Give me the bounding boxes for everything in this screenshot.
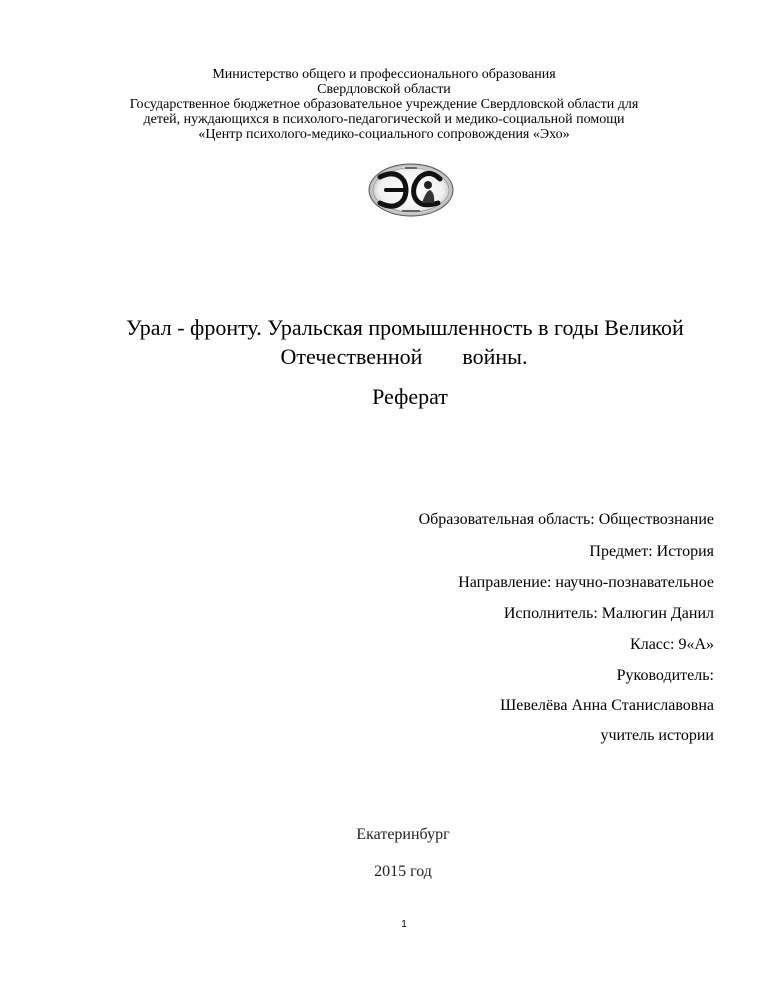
info-subject: Предмет: История	[589, 543, 714, 560]
document-type: Реферат	[372, 384, 448, 409]
organization-header	[0, 67, 768, 142]
info-author: Исполнитель: Малюгин Данил	[503, 605, 714, 622]
info-grade: Класс: 9«А»	[630, 636, 714, 653]
logo-graphic	[368, 163, 454, 217]
info-supervisor-name: Шевелёва Анна Станиславовна	[500, 697, 714, 714]
info-supervisor-role: учитель истории	[600, 727, 714, 744]
header-line-institution: Государственное бюджетное образовательное учреждение Свердловской области для	[129, 97, 639, 112]
echo-center-logo-icon	[368, 163, 454, 217]
header-line-center: «Центр психолого-медико-социального сопровождения «Эхо»	[198, 127, 570, 142]
header-line-region: Свердловской области	[317, 82, 451, 97]
header-line-ministry: Министерство общего и профессионального образования	[212, 67, 556, 82]
info-educational-area: Образовательная область: Обществознание	[418, 511, 714, 528]
year: 2015 год	[374, 863, 432, 880]
info-supervisor-label: Руководитель:	[616, 667, 714, 684]
report-title-line-2	[0, 344, 768, 370]
report-title-word-voyny: войны.	[462, 344, 528, 369]
page-number: 1	[401, 919, 407, 930]
city: Екатеринбург	[356, 826, 450, 843]
report-title-word-otechestvennoy: Отечественной	[280, 344, 423, 369]
report-title-line-1: Урал - фронту. Уральская промышленность в годы Великой	[126, 315, 684, 340]
info-direction: Направление: научно-познавательное	[458, 574, 714, 591]
header-line-purpose: детей, нуждающихся в психолого-педагогической и медико-социальной помощи	[143, 112, 625, 127]
